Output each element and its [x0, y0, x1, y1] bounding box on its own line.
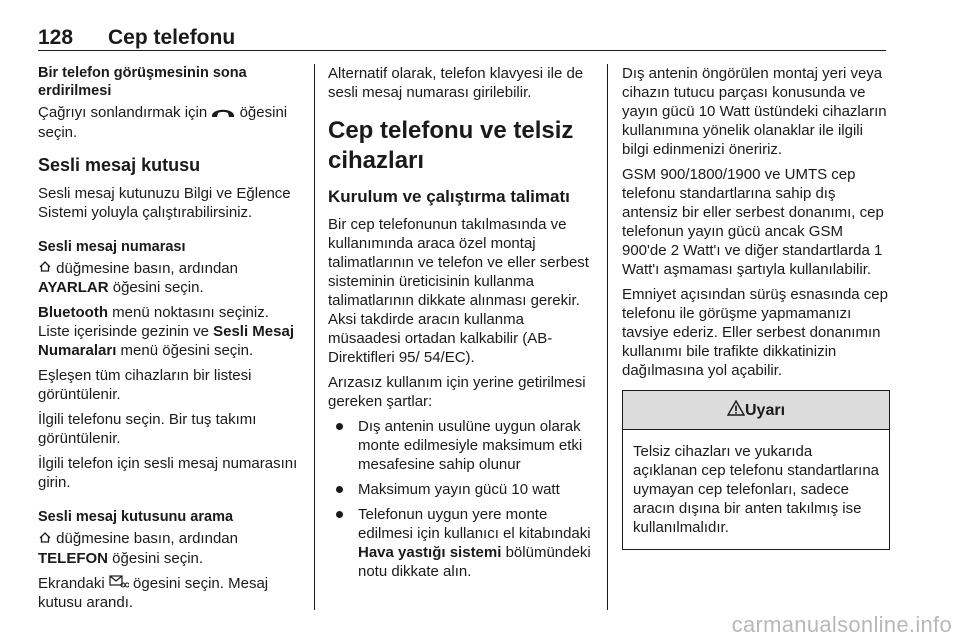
numbers-paragraph-2: Bluetooth menü noktasını seçiniz. Liste içerisinde gezinin ve Sesli Mesaj Numaraları menü öğesini seçin. [38, 304, 294, 360]
heading-call-voicemail: Sesli mesaj kutusunu arama [38, 509, 234, 526]
heading-voicemail-number: Sesli mesaj numarası [38, 238, 186, 255]
numbers-paragraph-1: düğmesine basın, ardından AYARLAR öğesini seçin. [38, 259, 238, 297]
warning-header [623, 391, 889, 430]
heading-install-instructions: Kurulum ve çalıştırma talimatı [328, 187, 570, 206]
antenna-paragraph: Dış antenin öngörülen montaj yeri veya cihazın tutucu parçası konusunda ve yayın gücü 10 Watt üstündeki cihazların kullanımına yönelik olanaklar ile ilgili bilgi edinmenizi öneririz. [622, 65, 887, 158]
warning-text: Telsiz cihazları ve yukarıda açıklanan cep telefonu standartlarına uymayan cep telefonları, sadece aracın dışına bir anten takılmış ise kullanılmalıdır. [633, 443, 879, 536]
safety-paragraph: Emniyet açısından sürüş esnasında cep telefonu ile görüşme yapmamanızı tavsiye ederiz. Eller serbest donanımın kullanımı bile trafikte dikkatinizin dağılmasına yol açabilir. [622, 286, 888, 379]
home-icon [38, 530, 52, 549]
watermark: carmanualsonline.info [731, 612, 952, 637]
numbers-paragraph-5: İlgili telefon için sesli mesaj numarasını girin. [38, 455, 298, 492]
numbers-paragraph-3: Eşleşen tüm cihazların bir listesi görüntülenir. [38, 367, 252, 404]
page-title: Cep telefonu [108, 26, 236, 49]
call-paragraph-2: Ekrandaki ögesini seçin. Mesaj kutusu arandı. [38, 574, 269, 612]
page-header [38, 26, 886, 50]
conditions-intro: Arızasız kullanım için yerine getirilmesi gereken şartlar: [328, 374, 586, 410]
call-paragraph-1: düğmesine basın, ardından TELEFON öğesini seçin. [38, 530, 238, 567]
heading-voicemail: Sesli mesaj kutusu [38, 154, 201, 175]
gsm-paragraph: GSM 900/1800/1900 ve UMTS cep telefonu standartlarına sahip dış antensiz bir eller serbest donanımı, cep telefonun yayın gücü ancak GSM 900'de 2 Watt'ı ve diğer standartlarda 1 Watt'ı aşmaması şartıyla kullanılabilir. [622, 166, 884, 278]
warning-box [622, 390, 890, 550]
alt-input-paragraph: Alternatif olarak, telefon klavyesi ile de sesli mesaj numarası girilebilir. [328, 65, 584, 101]
install-paragraph: Bir cep telefonunun takılmasında ve kullanımında araca özel montaj talimatlarının ve telefon ve eller serbest sisteminin üreticisinin kullanma talimatlarının dikkate alınması gerekir. Aksi takdirde aracın kullanma müsaadesi ortadan kalkabilir (AB-Direktifleri 95/ 54/EC). [328, 216, 589, 366]
column-1 [38, 64, 300, 618]
end-call-paragraph: Çağrıyı sonlandırmak için öğesini seçin. [38, 104, 288, 141]
list-item: Maksimum yayın gücü 10 watt [328, 480, 593, 499]
column-divider-2 [607, 64, 608, 610]
header-rule [38, 50, 886, 51]
voicemail-icon [109, 574, 129, 593]
voicemail-paragraph: Sesli mesaj kutunuzu Bilgi ve Eğlence Sistemi yoluyla çalıştırabilirsiniz. [38, 184, 291, 221]
warning-triangle-icon [727, 400, 745, 421]
hang-up-icon [211, 104, 235, 123]
numbers-paragraph-4: İlgili telefonu seçin. Bir tuş takımı görüntülenir. [38, 411, 257, 448]
heading-radio-devices: Cep telefonu ve telsiz cihazları [328, 117, 574, 174]
list-item: Telefonun uygun yere monte edilmesi için kullanıcı el kitabındaki Hava yastığı sistemi bölümündeki notu dikkate alın. [328, 505, 593, 581]
page-number: 128 [38, 26, 74, 49]
conditions-list [328, 417, 593, 581]
column-3 [622, 64, 890, 550]
heading-end-call: Bir telefon görüşmesinin sona erdirilmesi [38, 65, 247, 99]
list-item: Dış antenin usulüne uygun olarak monte edilmesiyle maksimum etki mesafesine sahip olunur [328, 417, 593, 474]
home-icon [38, 259, 52, 278]
column-divider-1 [314, 64, 315, 610]
warning-title: Uyarı [744, 401, 786, 419]
column-2 [328, 64, 593, 587]
